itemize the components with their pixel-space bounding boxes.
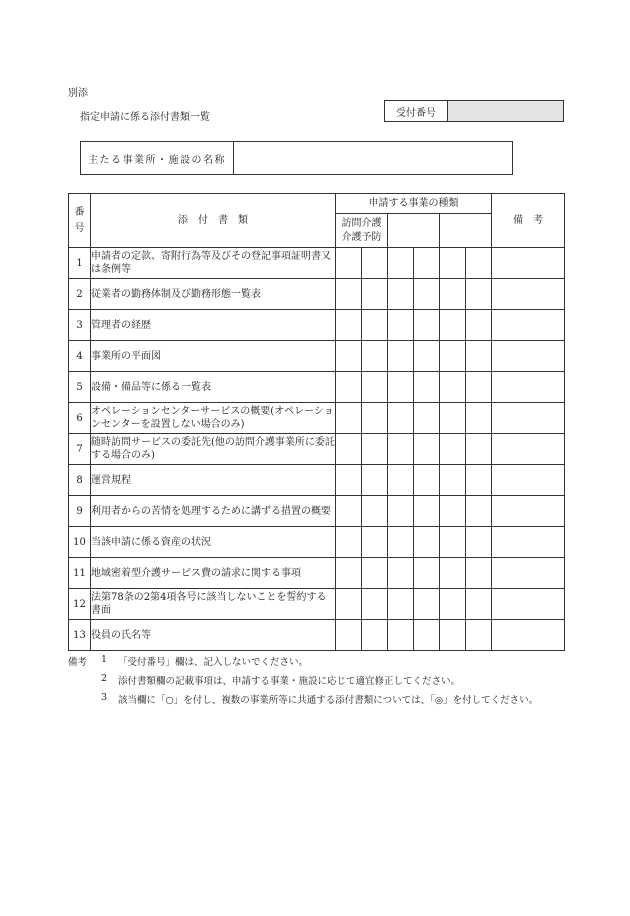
- row-document: 事業所の平面図: [91, 341, 336, 372]
- service-check-cell[interactable]: [362, 558, 388, 589]
- row-number: 12: [69, 589, 91, 620]
- service-check-cell[interactable]: [336, 527, 362, 558]
- table-row: [69, 589, 565, 620]
- service-check-cell[interactable]: [388, 465, 414, 496]
- service-check-cell[interactable]: [388, 403, 414, 434]
- remarks-cell[interactable]: [492, 279, 565, 310]
- service-check-cell[interactable]: [466, 248, 492, 279]
- row-number: 10: [69, 527, 91, 558]
- table-row: [69, 403, 565, 434]
- remarks-cell[interactable]: [492, 496, 565, 527]
- row-number: 1: [69, 248, 91, 279]
- row-number: 6: [69, 403, 91, 434]
- service-type-line-1: 訪問介護: [341, 217, 382, 229]
- service-check-cell[interactable]: [466, 558, 492, 589]
- row-number: 11: [69, 558, 91, 589]
- attachment-table: [68, 193, 565, 651]
- table-row: [69, 620, 565, 651]
- remarks-header: 備 考: [492, 194, 565, 248]
- service-check-cell[interactable]: [336, 279, 362, 310]
- remarks-cell[interactable]: [492, 248, 565, 279]
- service-check-cell[interactable]: [466, 403, 492, 434]
- table-row: [69, 310, 565, 341]
- service-check-cell[interactable]: [414, 279, 440, 310]
- row-document: 設備・備品等に係る一覧表: [91, 372, 336, 403]
- service-type-line-2: 介護予防: [341, 231, 382, 243]
- service-check-cell[interactable]: [414, 527, 440, 558]
- service-check-cell[interactable]: [440, 372, 466, 403]
- table-row: [69, 527, 565, 558]
- service-check-cell[interactable]: [336, 620, 362, 651]
- table-row: [69, 465, 565, 496]
- row-number: 13: [69, 620, 91, 651]
- service-check-cell[interactable]: [414, 496, 440, 527]
- service-check-cell[interactable]: [388, 527, 414, 558]
- documents-header: 添 付 書 類: [91, 194, 336, 248]
- remarks-cell[interactable]: [492, 527, 565, 558]
- remarks-cell[interactable]: [492, 341, 565, 372]
- service-check-cell[interactable]: [440, 589, 466, 620]
- service-check-cell[interactable]: [336, 589, 362, 620]
- service-check-cell[interactable]: [440, 341, 466, 372]
- service-check-cell[interactable]: [388, 310, 414, 341]
- service-check-cell[interactable]: [388, 341, 414, 372]
- service-check-cell[interactable]: [414, 372, 440, 403]
- row-number: 4: [69, 341, 91, 372]
- service-check-cell[interactable]: [336, 341, 362, 372]
- note-number-1: 1: [101, 654, 108, 665]
- remarks-cell[interactable]: [492, 620, 565, 651]
- remarks-cell[interactable]: [492, 403, 565, 434]
- service-check-cell[interactable]: [336, 372, 362, 403]
- note-number-2: 2: [101, 673, 108, 684]
- service-check-cell[interactable]: [336, 310, 362, 341]
- row-number: 8: [69, 465, 91, 496]
- note-text-2: 添付書類欄の記載事項は、申請する事業・施設に応じて適宜修正してください。: [118, 676, 461, 687]
- attachment-label: 別添: [68, 88, 88, 99]
- remarks-cell[interactable]: [492, 465, 565, 496]
- row-number: 9: [69, 496, 91, 527]
- table-header-row: [69, 194, 565, 214]
- row-document: 地域密着型介護サービス費の請求に関する事項: [91, 558, 336, 589]
- service-check-cell[interactable]: [362, 527, 388, 558]
- service-check-cell[interactable]: [362, 248, 388, 279]
- remarks-cell[interactable]: [492, 310, 565, 341]
- row-document: 従業者の勤務体制及び勤務形態一覧表: [91, 279, 336, 310]
- table-row: [69, 434, 565, 465]
- service-check-cell[interactable]: [362, 434, 388, 465]
- service-check-cell[interactable]: [362, 310, 388, 341]
- service-check-cell[interactable]: [440, 558, 466, 589]
- facility-name-label: 主たる事業所・施設の名称: [81, 142, 234, 174]
- facility-name-box: [80, 141, 513, 175]
- service-check-cell[interactable]: [362, 589, 388, 620]
- service-type-blank-2: [440, 214, 492, 248]
- note-number-3: 3: [101, 692, 108, 703]
- service-check-cell[interactable]: [414, 620, 440, 651]
- table-row: [69, 372, 565, 403]
- service-check-cell[interactable]: [388, 589, 414, 620]
- service-types-header: 申請する事業の種類: [336, 194, 492, 214]
- receipt-number-label: 受付番号: [385, 101, 448, 121]
- table-row: [69, 248, 565, 279]
- service-check-cell[interactable]: [362, 620, 388, 651]
- note-text-3: 該当欄に「○」を付し、複数の事業所等に共通する添付書類については、「◎」を付してください。: [118, 695, 539, 706]
- service-check-cell[interactable]: [440, 279, 466, 310]
- service-check-cell[interactable]: [362, 403, 388, 434]
- table-row: [69, 558, 565, 589]
- service-check-cell[interactable]: [414, 465, 440, 496]
- service-check-cell[interactable]: [414, 403, 440, 434]
- remarks-cell[interactable]: [492, 558, 565, 589]
- row-document: 法第78条の2第4項各号に該当しないことを誓約する書面: [91, 589, 336, 620]
- service-check-cell[interactable]: [414, 589, 440, 620]
- service-check-cell[interactable]: [440, 496, 466, 527]
- table-row: [69, 341, 565, 372]
- notes-heading: 備考: [68, 657, 88, 668]
- row-document: 役員の氏名等: [91, 620, 336, 651]
- service-check-cell[interactable]: [440, 465, 466, 496]
- service-check-cell[interactable]: [466, 341, 492, 372]
- table-row: [69, 496, 565, 527]
- service-check-cell[interactable]: [336, 403, 362, 434]
- row-document: 管理者の経歴: [91, 310, 336, 341]
- service-check-cell[interactable]: [466, 496, 492, 527]
- service-check-cell[interactable]: [388, 248, 414, 279]
- service-check-cell[interactable]: [388, 496, 414, 527]
- service-check-cell[interactable]: [414, 434, 440, 465]
- service-check-cell[interactable]: [336, 465, 362, 496]
- service-check-cell[interactable]: [466, 372, 492, 403]
- service-check-cell[interactable]: [466, 527, 492, 558]
- number-header: [69, 194, 91, 248]
- row-document: 運営規程: [91, 465, 336, 496]
- remarks-cell[interactable]: [492, 372, 565, 403]
- service-check-cell[interactable]: [388, 372, 414, 403]
- number-header-char-2: 号: [74, 222, 85, 234]
- row-number: 3: [69, 310, 91, 341]
- service-check-cell[interactable]: [440, 527, 466, 558]
- row-document: オペレーションセンターサービスの概要(オペレーションセンターを設置しない場合のみ): [91, 403, 336, 434]
- service-check-cell[interactable]: [336, 558, 362, 589]
- service-check-cell[interactable]: [388, 620, 414, 651]
- row-number: 5: [69, 372, 91, 403]
- row-document: 当該申請に係る資産の状況: [91, 527, 336, 558]
- service-check-cell[interactable]: [388, 558, 414, 589]
- service-check-cell[interactable]: [466, 434, 492, 465]
- service-check-cell[interactable]: [440, 434, 466, 465]
- service-check-cell[interactable]: [414, 310, 440, 341]
- service-check-cell[interactable]: [466, 310, 492, 341]
- receipt-number-box: [384, 100, 564, 122]
- service-check-cell[interactable]: [362, 279, 388, 310]
- service-check-cell[interactable]: [466, 465, 492, 496]
- service-check-cell[interactable]: [440, 248, 466, 279]
- service-check-cell[interactable]: [466, 620, 492, 651]
- service-check-cell[interactable]: [466, 589, 492, 620]
- table-row: [69, 279, 565, 310]
- service-check-cell[interactable]: [440, 620, 466, 651]
- service-check-cell[interactable]: [362, 372, 388, 403]
- service-check-cell[interactable]: [414, 248, 440, 279]
- service-check-cell[interactable]: [440, 403, 466, 434]
- row-document: 利用者からの苦情を処理するために講ずる措置の概要: [91, 496, 336, 527]
- row-number: 2: [69, 279, 91, 310]
- service-check-cell[interactable]: [388, 434, 414, 465]
- facility-name-field[interactable]: [234, 142, 512, 174]
- row-document: 申請者の定款、寄附行為等及びその登記事項証明書又は条例等: [91, 248, 336, 279]
- service-check-cell[interactable]: [336, 248, 362, 279]
- service-check-cell[interactable]: [336, 496, 362, 527]
- document-title: 指定申請に係る添付書類一覧: [80, 112, 210, 123]
- receipt-number-field[interactable]: [448, 101, 563, 121]
- service-type-blank-1: [388, 214, 440, 248]
- service-check-cell[interactable]: [388, 279, 414, 310]
- service-check-cell[interactable]: [362, 465, 388, 496]
- note-text-1: 「受付番号」欄は、記入しないでください。: [118, 657, 309, 668]
- service-check-cell[interactable]: [336, 434, 362, 465]
- service-check-cell[interactable]: [440, 310, 466, 341]
- number-header-char-1: 番: [74, 206, 85, 218]
- service-check-cell[interactable]: [414, 341, 440, 372]
- service-check-cell[interactable]: [414, 558, 440, 589]
- row-document: 随時訪問サービスの委託先(他の訪問介護事業所に委託する場合のみ): [91, 434, 336, 465]
- remarks-cell[interactable]: [492, 589, 565, 620]
- remarks-cell[interactable]: [492, 434, 565, 465]
- row-number: 7: [69, 434, 91, 465]
- service-check-cell[interactable]: [362, 496, 388, 527]
- service-type-cell: [336, 214, 388, 248]
- service-check-cell[interactable]: [362, 341, 388, 372]
- service-check-cell[interactable]: [466, 279, 492, 310]
